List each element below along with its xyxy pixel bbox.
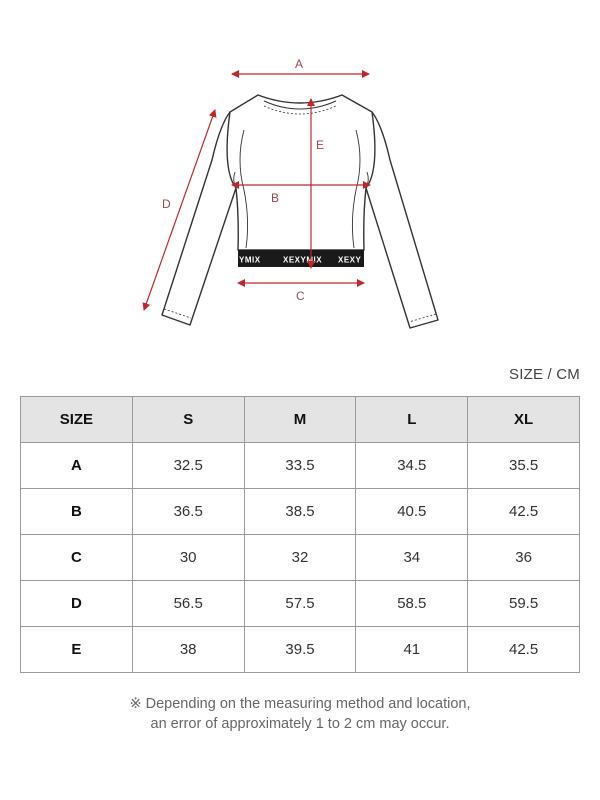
table-cell: 30 <box>132 535 244 581</box>
table-cell: 58.5 <box>356 581 468 627</box>
measure-label-a: A <box>295 57 304 71</box>
row-label: E <box>21 627 133 673</box>
header-s: S <box>132 397 244 443</box>
table-row <box>21 443 580 489</box>
table-cell: 36.5 <box>132 489 244 535</box>
table-cell: 42.5 <box>468 489 580 535</box>
table-row <box>21 581 580 627</box>
table-row <box>21 535 580 581</box>
table-cell: 57.5 <box>244 581 356 627</box>
row-label: C <box>21 535 133 581</box>
hem-band-text-right: XEXY <box>338 255 362 265</box>
note-line-1: ※ Depending on the measuring method and location, <box>129 696 471 712</box>
table-header-row <box>21 397 580 443</box>
table-cell: 34 <box>356 535 468 581</box>
note-line-2: an error of approximately 1 to 2 cm may occur. <box>150 716 450 732</box>
table-cell: 59.5 <box>468 581 580 627</box>
table-cell: 36 <box>468 535 580 581</box>
table-cell: 33.5 <box>244 443 356 489</box>
table-cell: 34.5 <box>356 443 468 489</box>
hem-band-text-left: YMIX <box>239 255 261 265</box>
measure-line-d <box>144 110 215 310</box>
table-cell: 38 <box>132 627 244 673</box>
size-table <box>20 396 580 673</box>
table-cell: 32.5 <box>132 443 244 489</box>
table-cell: 32 <box>244 535 356 581</box>
table-row <box>21 489 580 535</box>
row-label: D <box>21 581 133 627</box>
measure-label-d: D <box>162 197 171 211</box>
measure-label-b: B <box>271 191 280 205</box>
row-label: B <box>21 489 133 535</box>
table-cell: 42.5 <box>468 627 580 673</box>
table-cell: 39.5 <box>244 627 356 673</box>
header-l: L <box>356 397 468 443</box>
table-cell: 41 <box>356 627 468 673</box>
row-label: A <box>21 443 133 489</box>
measurement-note <box>0 694 600 734</box>
header-xl: XL <box>468 397 580 443</box>
table-cell: 40.5 <box>356 489 468 535</box>
header-m: M <box>244 397 356 443</box>
table-row <box>21 627 580 673</box>
garment-diagram <box>0 0 600 360</box>
table-cell: 56.5 <box>132 581 244 627</box>
header-size: SIZE <box>21 397 133 443</box>
table-cell: 35.5 <box>468 443 580 489</box>
measure-label-e: E <box>316 138 325 152</box>
table-cell: 38.5 <box>244 489 356 535</box>
unit-label: SIZE / CM <box>509 366 580 383</box>
hem-band-text-center: XEXYMIX <box>283 255 323 265</box>
measure-label-c: C <box>296 289 305 303</box>
